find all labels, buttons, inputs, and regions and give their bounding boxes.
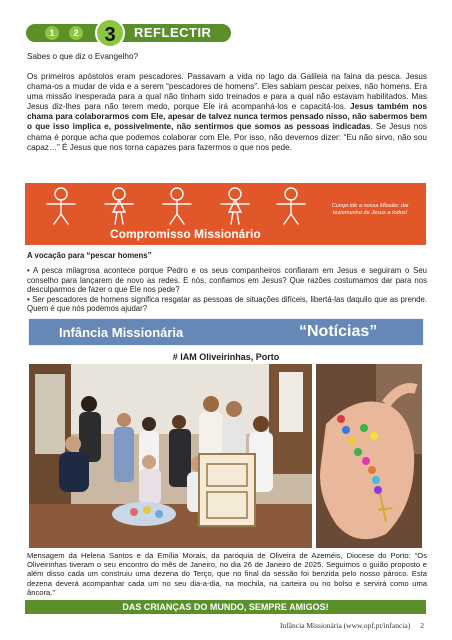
commitment-title: Compromisso Missionário bbox=[110, 227, 261, 241]
vocation-heading: A vocação para “pescar homens” bbox=[27, 251, 152, 260]
bullet-item: • Ser pescadores de homens significa resgatar as pessoas de situações difíceis, libertá-las daquilo que as prende. Quem é que nós podemos ajudar? bbox=[27, 294, 427, 313]
missionary-commitment-banner bbox=[25, 183, 426, 245]
paragraph-start: Os primeiros apóstolos eram pescadores. Passavam a vida no lago da Galileia na faina da pesca. Jesus chama-os a mudar de vida e a serem “pescadores de homens”. Eles sabiam pescar peixes, não homens. Era uma missão inesperada para a qual não tinham sido treinados e para a qual não estavam habilitados. Mas Jesus diz-lhes para não terem medo, porque Ele irá acompanhá-los e capacitá-los. bbox=[27, 72, 427, 112]
news-label: “Notícias” bbox=[299, 323, 378, 340]
motto-bar: DAS CRIANÇAS DO MUNDO, SEMPRE AMIGOS! bbox=[25, 600, 426, 614]
paragraph-bold: Jesus também nos chama para colaborarmos com Ele, apesar de talvez nunca termos pensado nisso, não sabermos bem o que isso implica e, possivelmente, não sentirmos que somos as pessoas indicadas bbox=[27, 102, 427, 132]
bullet-item: • A pesca milagrosa acontece porque Pedro e os seus companheiros confiaram em Jesus e seguiram o Seu conselho para lançarem de novo as redes. E nós, confiamos em Jesus? Que razões costumamos dar para nos desculparmos de fazer o que Ele nos pede? bbox=[27, 266, 427, 294]
infancia-label: Infância Missionária bbox=[59, 325, 184, 340]
paragraph-end: . Se Jesus nos chama é porque acha que podemos colaborar com Ele. Por isso, não devemos dizer: “Eu não sirvo, não sou capaz…” É Jesus que nos torna capazes para fazermos o que nos pede. bbox=[27, 122, 427, 152]
step-1-badge: 1 bbox=[45, 26, 59, 40]
group-photo-image bbox=[29, 364, 312, 548]
section-header bbox=[26, 22, 231, 44]
page-footer bbox=[280, 621, 424, 630]
section-title: REFLECTIR bbox=[134, 25, 212, 40]
footer-source: Infância Missionária (www.opf.pt/infancia) bbox=[279, 621, 411, 630]
infancia-news-bar bbox=[28, 318, 424, 346]
group-title: # IAM Oliveirinhas, Porto bbox=[172, 352, 280, 362]
photo-caption: Mensagem da Helena Santos e da Emília Morais, da paróquia de Oliveira de Azeméis, Diocese do Porto: “Os Oliveirinhas tiveram o seu encontro do mês de Janeiro, no dia 26 de Janeiro de 2025. Seguimos o guião proposto e além disso cada um construiu uma dezena do Terço, que no final da sessão foi benzida pelo nosso pároco. Esta dezena deverá acompanhar cada um no seu dia-a-dia, na mochila, na carteira ou no bolso e servirá como uma âncora.” bbox=[27, 551, 427, 597]
lead-question: Sabes o que diz o Evangelho? bbox=[27, 52, 139, 61]
commitment-side-text: Cumpr.ide a nossa Missão: dai testemunho de Jesus a todos! bbox=[331, 203, 409, 216]
gospel-paragraph bbox=[27, 72, 427, 153]
reflection-bullets bbox=[27, 266, 427, 314]
step-3-badge: 3 bbox=[95, 18, 125, 48]
page-number: 2 bbox=[420, 621, 424, 630]
rosary-hand-image bbox=[316, 364, 422, 548]
step-2-badge: 2 bbox=[69, 26, 83, 40]
children-drawing-icon bbox=[39, 186, 309, 226]
